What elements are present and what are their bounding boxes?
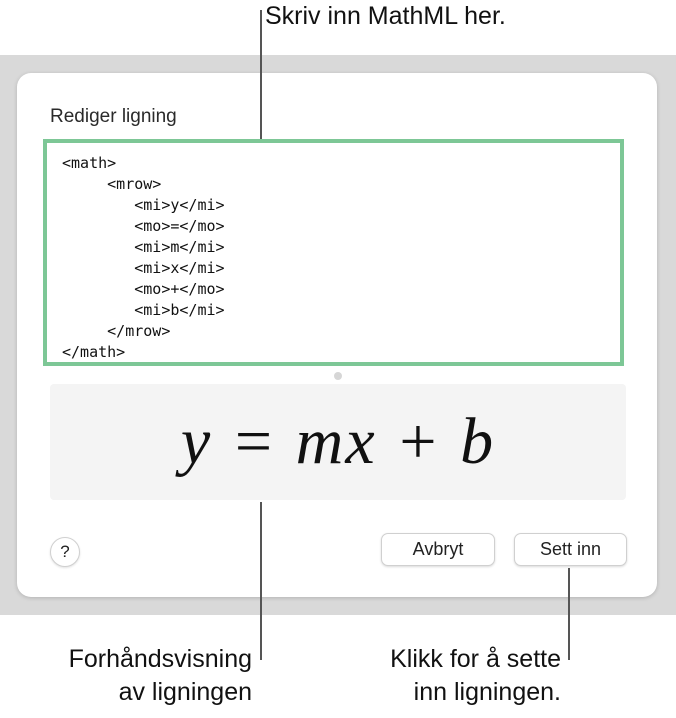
dialog-title: Rediger ligning xyxy=(50,106,177,127)
resize-handle[interactable] xyxy=(334,372,342,380)
callout-preview-line1: Forhåndsvisning xyxy=(68,645,252,673)
callout-preview xyxy=(69,643,252,709)
cancel-button[interactable]: Avbryt xyxy=(381,533,495,566)
mathml-editor[interactable] xyxy=(43,139,624,366)
mathml-editor-text[interactable]: <math> <mrow> <mi>y</mi> <mo>=</mo> <mi>m</mi> <mi>x</mi> <mo>+</mo> <mi>b</mi> </mrow> </math> xyxy=(62,154,225,361)
equation-preview xyxy=(50,384,626,500)
callout-preview-line2: av ligningen xyxy=(118,678,252,706)
callout-insert xyxy=(390,643,561,709)
callout-insert-line1: Klikk for å sette xyxy=(390,645,561,673)
callout-line-insert xyxy=(568,568,570,660)
callout-editor: Skriv inn MathML her. xyxy=(265,2,506,30)
insert-button[interactable]: Sett inn xyxy=(514,533,627,566)
help-button[interactable]: ? xyxy=(50,537,80,567)
callout-insert-line2: inn ligningen. xyxy=(413,678,561,706)
preview-equation: y = mx + b xyxy=(180,405,496,478)
callout-line-editor xyxy=(260,10,262,139)
callout-line-preview xyxy=(260,502,262,660)
